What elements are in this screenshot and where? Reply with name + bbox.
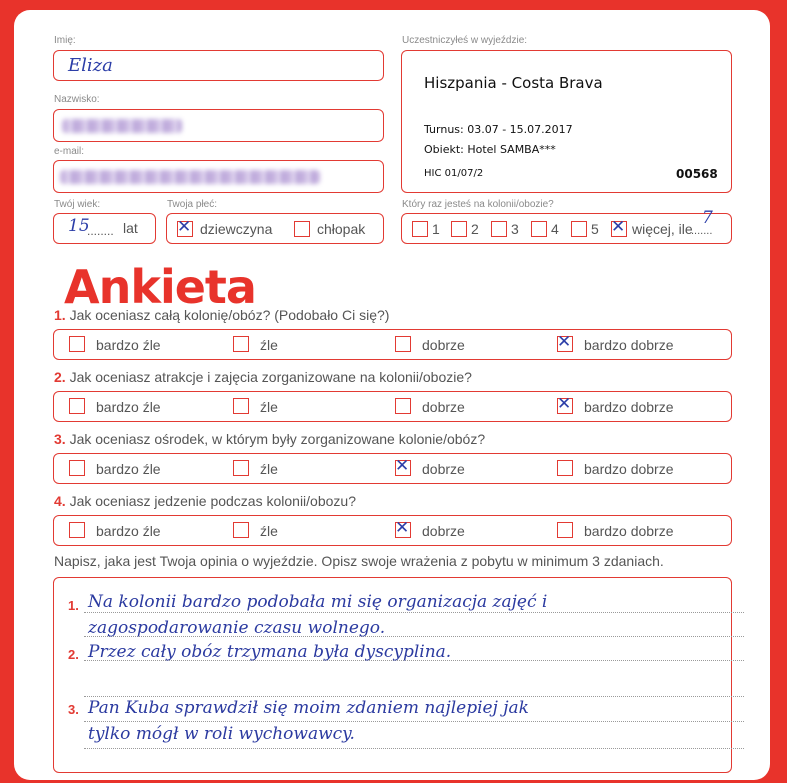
answer-row-4 (53, 515, 732, 546)
rating-label: bardzo źle (96, 337, 161, 353)
rating-label: źle (260, 399, 278, 415)
rating-label: bardzo dobrze (584, 461, 674, 477)
opinion-line-5: tylko mógł w roli wychowawcy. (88, 724, 355, 744)
gender-male-checkbox[interactable] (294, 221, 310, 237)
question-number: 4. (54, 493, 66, 509)
answer-row-2 (53, 391, 732, 422)
rating-checkbox[interactable] (557, 332, 573, 352)
rating-checkbox[interactable] (395, 398, 411, 414)
rating-checkbox[interactable] (69, 522, 85, 538)
surname-label: Nazwisko: (54, 94, 100, 105)
opinion-box[interactable] (53, 577, 732, 773)
check-mark-icon: ✕ (395, 456, 410, 476)
age-label: Twój wiek: (54, 199, 101, 210)
rating-label: dobrze (422, 523, 465, 539)
rating-checkbox[interactable] (69, 336, 85, 352)
writing-line (84, 748, 744, 749)
opinion-line-4: Pan Kuba sprawdził się moim zdaniem najlepiej jak (88, 698, 529, 718)
age-value: 15 (68, 216, 90, 236)
rating-label: bardzo dobrze (584, 523, 674, 539)
rating-checkbox[interactable] (233, 522, 249, 538)
email-label: e-mail: (54, 146, 85, 157)
opinion-number-3: 3. (68, 702, 79, 717)
answer-row-1 (53, 329, 732, 360)
times-more-checkbox[interactable] (611, 217, 627, 237)
email-field[interactable] (53, 160, 384, 193)
name-label: Imię: (54, 35, 76, 46)
survey-form (14, 10, 770, 780)
rating-checkbox[interactable] (557, 394, 573, 414)
gender-female-checkbox[interactable] (177, 217, 193, 237)
age-field[interactable] (53, 213, 156, 244)
rating-checkbox[interactable] (395, 518, 411, 538)
times-more-value: 7 (702, 208, 713, 228)
question-3 (54, 431, 485, 447)
trip-box (401, 50, 732, 193)
rating-label: bardzo dobrze (584, 337, 674, 353)
rating-checkbox[interactable] (557, 522, 573, 538)
rating-label: dobrze (422, 461, 465, 477)
question-text: Jak oceniasz jedzenie podczas kolonii/obozu? (69, 493, 356, 509)
gender-female-label: dziewczyna (200, 221, 273, 237)
question-text: Jak oceniasz atrakcje i zajęcia zorganizowane na kolonii/obozie? (69, 369, 472, 385)
opinion-line-1: Na kolonii bardzo podobała mi się organizacja zajęć i (88, 592, 548, 612)
check-mark-icon: ✕ (395, 518, 410, 538)
times-field (401, 208, 732, 244)
age-unit: lat (123, 220, 138, 236)
check-mark-icon: ✕ (557, 394, 572, 414)
check-mark-icon: ✕ (611, 217, 626, 237)
times-1-checkbox[interactable] (412, 221, 428, 237)
gender-field (166, 213, 384, 244)
writing-line (84, 721, 744, 722)
times-5-label: 5 (591, 221, 599, 237)
trip-number: 00568 (676, 167, 718, 181)
trip-label: Uczestniczyłeś w wyjeździe: (402, 35, 528, 46)
opinion-number-1: 1. (68, 598, 79, 613)
survey-title: Ankieta (64, 260, 256, 314)
question-4 (54, 493, 356, 509)
question-number: 1. (54, 307, 66, 323)
times-more-dots: ....... (691, 225, 713, 237)
rating-label: bardzo źle (96, 399, 161, 415)
question-1 (54, 307, 389, 323)
trip-name: Hiszpania - Costa Brava (424, 74, 603, 92)
check-mark-icon: ✕ (177, 217, 192, 237)
rating-checkbox[interactable] (395, 456, 411, 476)
question-number: 2. (54, 369, 66, 385)
writing-line (84, 612, 744, 613)
times-more-label: więcej, ile (632, 221, 693, 237)
surname-redacted (62, 119, 182, 133)
trip-obiekt: Obiekt: Hotel SAMBA*** (424, 143, 556, 156)
gender-label: Twoja płeć: (167, 199, 218, 210)
rating-label: bardzo dobrze (584, 399, 674, 415)
name-field[interactable] (53, 50, 384, 81)
times-label: Który raz jesteś na kolonii/obozie? (402, 199, 554, 210)
rating-checkbox[interactable] (395, 336, 411, 352)
rating-checkbox[interactable] (233, 336, 249, 352)
question-2 (54, 369, 472, 385)
age-dots: ........ (87, 224, 114, 238)
gender-male-label: chłopak (317, 221, 366, 237)
times-4-checkbox[interactable] (531, 221, 547, 237)
rating-checkbox[interactable] (233, 398, 249, 414)
rating-label: źle (260, 337, 278, 353)
rating-checkbox[interactable] (233, 460, 249, 476)
times-3-label: 3 (511, 221, 519, 237)
opinion-line-2: zagospodarowanie czasu wolnego. (88, 618, 386, 638)
writing-line (84, 696, 744, 697)
rating-label: bardzo źle (96, 523, 161, 539)
times-1-label: 1 (432, 221, 440, 237)
times-4-label: 4 (551, 221, 559, 237)
times-5-checkbox[interactable] (571, 221, 587, 237)
rating-checkbox[interactable] (69, 398, 85, 414)
opinion-number-2: 2. (68, 647, 79, 662)
surname-field[interactable] (53, 109, 384, 142)
name-value: Eliza (68, 55, 113, 76)
times-2-label: 2 (471, 221, 479, 237)
rating-label: źle (260, 461, 278, 477)
rating-label: bardzo źle (96, 461, 161, 477)
opinion-prompt: Napisz, jaka jest Twoja opinia o wyjeździe. Opisz swoje wrażenia z pobytu w minimum 3 zdaniach. (54, 553, 664, 569)
question-number: 3. (54, 431, 66, 447)
question-text: Jak oceniasz całą kolonię/obóz? (Podobało Ci się?) (69, 307, 390, 323)
times-3-checkbox[interactable] (491, 221, 507, 237)
trip-turnus: Turnus: 03.07 - 15.07.2017 (424, 123, 573, 136)
rating-checkbox[interactable] (69, 460, 85, 476)
trip-code: HIC 01/07/2 (424, 168, 484, 179)
times-2-checkbox[interactable] (451, 221, 467, 237)
email-redacted (60, 170, 320, 184)
check-mark-icon: ✕ (557, 332, 572, 352)
rating-checkbox[interactable] (557, 460, 573, 476)
question-text: Jak oceniasz ośrodek, w którym były zorganizowane kolonie/obóz? (69, 431, 486, 447)
rating-label: dobrze (422, 399, 465, 415)
opinion-line-3: Przez cały obóz trzymana była dyscyplina. (88, 642, 452, 662)
rating-label: źle (260, 523, 278, 539)
answer-row-3 (53, 453, 732, 484)
rating-label: dobrze (422, 337, 465, 353)
